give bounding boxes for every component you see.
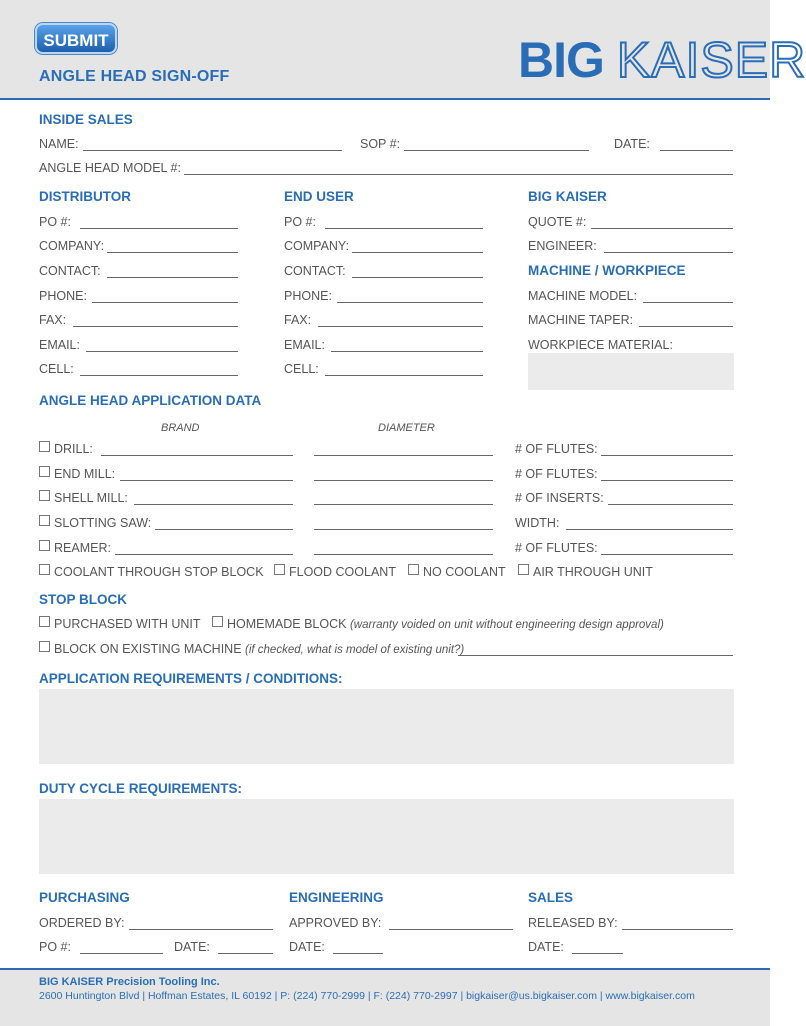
end-user-po-label: PO #: <box>284 215 316 229</box>
ordered-by-field[interactable] <box>129 929 273 930</box>
width-label: WIDTH: <box>515 516 560 530</box>
purchased-with-unit-checkbox[interactable] <box>39 616 50 627</box>
air-through-unit-label: AIR THROUGH UNIT <box>533 565 653 579</box>
ordered-by-label: ORDERED BY: <box>39 916 125 930</box>
end-mill-label: END MILL: <box>54 467 116 481</box>
distributor-contact-label: CONTACT: <box>39 264 101 278</box>
sop-label: SOP #: <box>360 137 401 151</box>
air-through-unit-checkbox[interactable] <box>518 564 529 575</box>
submit-button[interactable]: SUBMIT <box>35 23 117 54</box>
end-mill-brand-field[interactable] <box>120 480 293 481</box>
date-label: DATE: <box>614 137 650 151</box>
purchasing-po-label: PO #: <box>39 940 71 954</box>
end-mill-flutes-field[interactable] <box>601 480 733 481</box>
workpiece-material-field[interactable] <box>528 353 734 390</box>
angle-head-model-label: ANGLE HEAD MODEL #: <box>39 161 181 175</box>
distributor-po-field[interactable] <box>80 228 238 229</box>
end-user-title: END USER <box>284 189 354 204</box>
existing-machine-label <box>54 642 464 656</box>
no-coolant-label: NO COOLANT <box>423 565 506 579</box>
duty-cycle-title: DUTY CYCLE REQUIREMENTS: <box>39 781 243 796</box>
distributor-phone-field[interactable] <box>92 302 238 303</box>
homemade-block-text: HOMEMADE BLOCK <box>227 617 347 631</box>
end-mill-flutes-label: # OF FLUTES: <box>515 467 598 481</box>
end-mill-diameter-field[interactable] <box>314 480 493 481</box>
drill-diameter-field[interactable] <box>314 455 493 456</box>
distributor-email-label: EMAIL: <box>39 338 80 352</box>
brand-header: BRAND <box>161 422 200 434</box>
application-data-title: ANGLE HEAD APPLICATION DATA <box>39 393 262 408</box>
distributor-cell-label: CELL: <box>39 362 74 376</box>
shell-mill-checkbox[interactable] <box>39 490 50 501</box>
inserts-label: # OF INSERTS: <box>515 491 604 505</box>
slotting-saw-checkbox[interactable] <box>39 515 50 526</box>
end-user-phone-label: PHONE: <box>284 289 332 303</box>
machine-taper-label: MACHINE TAPER: <box>528 313 634 327</box>
end-user-email-label: EMAIL: <box>284 338 325 352</box>
shell-mill-label: SHELL MILL: <box>54 491 128 505</box>
end-user-fax-label: FAX: <box>284 313 312 327</box>
angle-head-model-field[interactable] <box>184 174 733 175</box>
drill-checkbox[interactable] <box>39 441 50 452</box>
drill-flutes-field[interactable] <box>601 455 733 456</box>
no-coolant-checkbox[interactable] <box>408 564 419 575</box>
distributor-phone-label: PHONE: <box>39 289 87 303</box>
reamer-label: REAMER: <box>54 541 111 555</box>
homemade-block-label <box>227 617 664 631</box>
workpiece-material-label: WORKPIECE MATERIAL: <box>528 338 673 352</box>
distributor-fax-field[interactable] <box>73 326 238 327</box>
inside-sales-title: INSIDE SALES <box>39 112 133 127</box>
reamer-flutes-field[interactable] <box>601 554 733 555</box>
sop-field[interactable] <box>404 150 589 151</box>
stop-block-title: STOP BLOCK <box>39 592 128 607</box>
homemade-block-checkbox[interactable] <box>212 616 223 627</box>
distributor-fax-label: FAX: <box>39 313 67 327</box>
big-kaiser-logo <box>518 34 806 86</box>
existing-unit-model-field[interactable] <box>458 655 733 656</box>
existing-machine-note: (if checked, what is model of existing unit?) <box>245 644 465 656</box>
purchasing-title: PURCHASING <box>39 890 130 905</box>
distributor-po-label: PO #: <box>39 215 71 229</box>
reamer-diameter-field[interactable] <box>314 554 493 555</box>
approved-by-label: APPROVED BY: <box>289 916 382 930</box>
end-user-company-label: COMPANY: <box>284 239 350 253</box>
reamer-brand-field[interactable] <box>115 554 293 555</box>
quote-field[interactable] <box>591 228 733 229</box>
released-by-label: RELEASED BY: <box>528 916 618 930</box>
end-user-email-field[interactable] <box>331 351 483 352</box>
inserts-field[interactable] <box>608 504 733 505</box>
coolant-stop-block-checkbox[interactable] <box>39 564 50 575</box>
distributor-company-label: COMPANY: <box>39 239 105 253</box>
flood-coolant-label: FLOOD COOLANT <box>289 565 396 579</box>
drill-label: DRILL: <box>54 442 93 456</box>
distributor-contact-field[interactable] <box>107 277 238 278</box>
drill-brand-field[interactable] <box>101 455 293 456</box>
purchasing-date-label: DATE: <box>174 940 210 954</box>
end-user-phone-field[interactable] <box>337 302 483 303</box>
drill-flutes-label: # OF FLUTES: <box>515 442 598 456</box>
slotting-saw-label: SLOTTING SAW: <box>54 516 152 530</box>
distributor-email-field[interactable] <box>86 351 238 352</box>
logo-big: BIG <box>518 32 604 88</box>
flood-coolant-checkbox[interactable] <box>274 564 285 575</box>
name-label: NAME: <box>39 137 79 151</box>
existing-machine-text: BLOCK ON EXISTING MACHINE <box>54 642 242 656</box>
end-user-fax-field[interactable] <box>318 326 483 327</box>
quote-label: QUOTE #: <box>528 215 587 229</box>
engineering-date-label: DATE: <box>289 940 325 954</box>
reamer-flutes-label: # OF FLUTES: <box>515 541 598 555</box>
distributor-cell-field[interactable] <box>80 375 238 376</box>
reamer-checkbox[interactable] <box>39 540 50 551</box>
distributor-company-field[interactable] <box>107 252 238 253</box>
slotting-saw-diameter-field[interactable] <box>314 529 493 530</box>
diameter-header: DIAMETER <box>378 422 435 434</box>
end-mill-checkbox[interactable] <box>39 466 50 477</box>
homemade-block-note: (warranty voided on unit without engineering design approval) <box>349 619 664 631</box>
footer-company: BIG KAISER Precision Tooling Inc. <box>39 976 220 988</box>
big-kaiser-title: BIG KAISER <box>528 189 607 204</box>
sales-date-field[interactable] <box>572 953 623 954</box>
shell-mill-diameter-field[interactable] <box>314 504 493 505</box>
end-user-po-field[interactable] <box>325 228 483 229</box>
machine-taper-field[interactable] <box>639 326 733 327</box>
end-user-contact-label: CONTACT: <box>284 264 346 278</box>
end-user-cell-label: CELL: <box>284 362 319 376</box>
engineer-field[interactable] <box>604 252 733 253</box>
coolant-stop-block-label: COOLANT THROUGH STOP BLOCK <box>54 565 264 579</box>
sales-title: SALES <box>528 890 574 905</box>
end-user-company-field[interactable] <box>352 252 483 253</box>
duty-cycle-field[interactable] <box>39 799 734 874</box>
purchasing-date-field[interactable] <box>218 953 273 954</box>
sales-date-label: DATE: <box>528 940 564 954</box>
application-requirements-field[interactable] <box>39 689 734 764</box>
engineering-title: ENGINEERING <box>289 890 384 905</box>
end-user-contact-field[interactable] <box>352 277 483 278</box>
machine-workpiece-title: MACHINE / WORKPIECE <box>528 263 686 278</box>
released-by-field[interactable] <box>622 929 733 930</box>
footer-address: 2600 Huntington Blvd | Hoffman Estates, IL 60192 | P: (224) 770-2999 | F: (224) 770-2997 | bigkaiser@us.bigkaiser.com | www.bigkaiser.com <box>39 990 695 1002</box>
name-field[interactable] <box>83 150 342 151</box>
form-title: ANGLE HEAD SIGN-OFF <box>39 68 230 85</box>
approved-by-field[interactable] <box>389 929 513 930</box>
machine-model-field[interactable] <box>643 302 733 303</box>
engineering-date-field[interactable] <box>333 953 383 954</box>
shell-mill-brand-field[interactable] <box>134 504 293 505</box>
date-field[interactable] <box>660 150 733 151</box>
slotting-saw-brand-field[interactable] <box>155 529 293 530</box>
width-field[interactable] <box>566 529 733 530</box>
application-requirements-title: APPLICATION REQUIREMENTS / CONDITIONS: <box>39 671 343 686</box>
distributor-title: DISTRIBUTOR <box>39 189 132 204</box>
existing-machine-checkbox[interactable] <box>39 641 50 652</box>
purchased-with-unit-label: PURCHASED WITH UNIT <box>54 617 201 631</box>
machine-model-label: MACHINE MODEL: <box>528 289 638 303</box>
logo-kaiser: KAISER <box>616 32 806 88</box>
purchasing-po-field[interactable] <box>80 953 163 954</box>
engineer-label: ENGINEER: <box>528 239 597 253</box>
end-user-cell-field[interactable] <box>325 375 483 376</box>
